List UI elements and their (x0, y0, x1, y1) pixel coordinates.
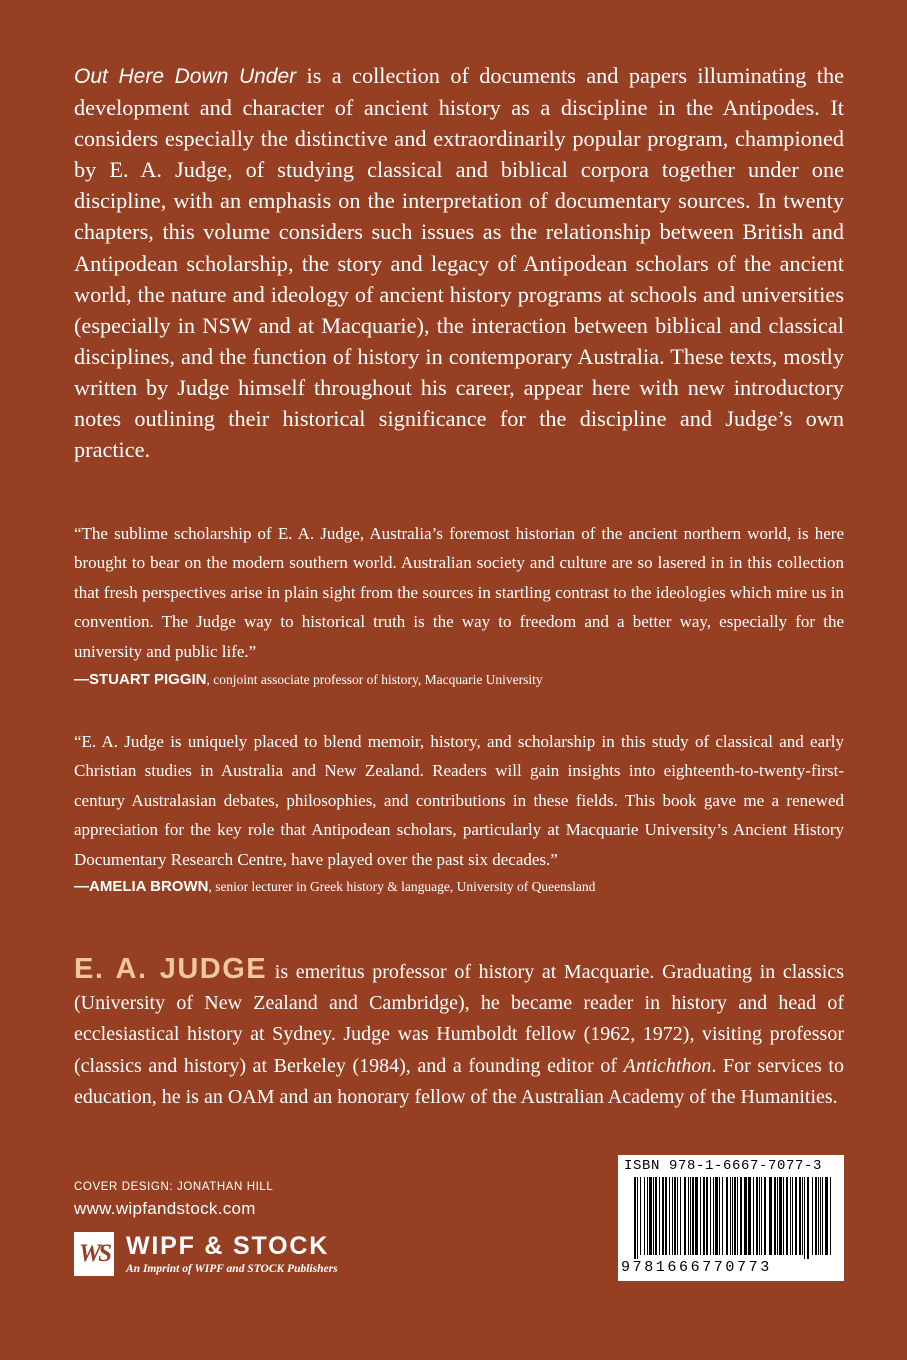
endorser-name-2: —AMELIA BROWN (74, 878, 209, 895)
barcode-bar (722, 1177, 723, 1255)
endorser-affiliation-1: , conjoint associate professor of history, Macquarie University (206, 672, 543, 687)
endorsement-attribution-2 (74, 878, 844, 895)
barcode-bar (761, 1177, 762, 1255)
barcode-bar (653, 1177, 654, 1255)
barcode-bar (637, 1177, 638, 1259)
barcode-bar (792, 1177, 793, 1255)
barcode-bar (662, 1177, 664, 1255)
endorser-affiliation-2: , senior lecturer in Greek history & language, University of Queensland (208, 879, 596, 894)
barcode-bar (659, 1177, 660, 1255)
publisher-monogram: WS (74, 1232, 114, 1276)
author-bio (74, 953, 844, 1113)
barcode-bar (672, 1177, 673, 1255)
barcode-bar (764, 1177, 766, 1255)
barcode-bar (665, 1177, 667, 1255)
barcode-bar (640, 1177, 641, 1255)
barcode-bar (795, 1177, 797, 1255)
author-name: E. A. JUDGE (74, 953, 268, 985)
barcode-bar (700, 1177, 701, 1255)
barcode-bar (730, 1177, 731, 1255)
barcode-bar (744, 1177, 747, 1255)
isbn-barcode (618, 1155, 844, 1281)
book-title-italic: Out Here Down Under (74, 65, 297, 88)
publisher-name: WIPF & STOCK (126, 1232, 330, 1260)
barcode-bar (820, 1177, 821, 1255)
barcode-bar (812, 1177, 813, 1255)
barcode-bar (740, 1177, 742, 1255)
barcode-bar (777, 1177, 778, 1255)
barcode-bar (634, 1177, 636, 1259)
cover-design-credit: COVER DESIGN: JONATHAN HILL (74, 1181, 274, 1193)
barcode-bar (802, 1177, 803, 1255)
barcode-bar (790, 1177, 791, 1255)
barcode-bar (748, 1177, 751, 1255)
endorsement-quote-2: “E. A. Judge is uniquely placed to blend memoir, history, and scholarship in this study of classical and early Christian studies in Australia and New Zealand. Readers will gain insights into eighteenth-to-twenty-first-century Australasian debates, philosophies, and contributions in these fields. This book gave me a renewed appreciation for the key role that Antipodean scholars, particularly at Macquarie University’s Ancient History Documentary Research Centre, have played over the past six decades.” (74, 732, 844, 869)
barcode-bar (703, 1177, 705, 1255)
barcode-bar (649, 1177, 652, 1255)
barcode-bar (734, 1177, 736, 1255)
barcode-bar (783, 1177, 784, 1255)
barcode-bar (688, 1177, 689, 1255)
barcode-bar (669, 1177, 670, 1255)
barcode-bar (710, 1177, 711, 1255)
barcode-bar (719, 1177, 720, 1255)
barcode-bar (726, 1177, 728, 1255)
publisher-tagline: An Imprint of WIPF and STOCK Publishers (126, 1263, 338, 1275)
publisher-logo (74, 1232, 394, 1280)
barcode-bar (818, 1177, 819, 1255)
barcode-bar (674, 1177, 676, 1255)
barcode-bar (706, 1177, 708, 1255)
barcode-bar (759, 1177, 760, 1255)
barcode-bar (774, 1177, 776, 1255)
barcode-bar (715, 1177, 718, 1255)
barcode-bar (822, 1177, 823, 1255)
barcode-bar (737, 1177, 738, 1255)
barcode-bar (830, 1177, 831, 1255)
endorsement-attribution-1 (74, 671, 844, 688)
author-bio-text-2: . For services to education, he is an OAM and an honorary fellow of the Australian Academy of the Humanities. (74, 1054, 844, 1108)
barcode-bars (622, 1177, 840, 1259)
barcode-bar (677, 1177, 678, 1255)
barcode-bar (690, 1177, 691, 1255)
barcode-bar (769, 1177, 772, 1255)
barcode-bar (695, 1177, 698, 1255)
book-description (74, 60, 844, 465)
barcode-bar (807, 1177, 809, 1259)
barcode-bar (799, 1177, 801, 1255)
barcode-bar (779, 1177, 782, 1255)
barcode-bar (815, 1177, 817, 1255)
barcode-bar (680, 1177, 681, 1255)
barcode-bar (756, 1177, 758, 1255)
barcode-bar (786, 1177, 788, 1255)
author-bio-text-1: is emeritus professor of history at Macquarie. Graduating in classics (University of New Zealand and Cambridge), he became reader in history and head of ecclesiastical history at Sydney. Judge was Humboldt fellow (1962, 1972), visiting professor (classics and history) at Berkeley (1984), and a founding editor of (74, 961, 844, 1077)
barcode-bar (804, 1177, 805, 1259)
journal-title: Antichthon (623, 1054, 712, 1077)
barcode-bar (655, 1177, 657, 1255)
barcode-bar (684, 1177, 686, 1255)
endorsement-quote-1: “The sublime scholarship of E. A. Judge, Australia’s foremost historian of the ancient northern world, is here brought to bear on the modern southern world. Australian society and culture are so lasered in in this collection that fresh perspectives arise in plain sight from the sources in startling contrast to the ideologies which mire us in convention. The Judge way to historical truth is the way to freedom and a better way, especially for the university and public life.” (74, 524, 844, 661)
isbn-label: ISBN 978-1-6667-7077-3 (624, 1158, 823, 1174)
barcode-bar (753, 1177, 754, 1255)
barcode-bar (732, 1177, 733, 1255)
endorser-name-1: —STUART PIGGIN (74, 671, 207, 688)
book-description-text: is a collection of documents and papers illuminating the development and character of ancient history as a discipline in the Antipodes. It considers especially the distinctive and extraordinarily popular program, championed by E. A. Judge, of studying classical and biblical corpora together under one discipline, with an emphasis on the interpretation of documentary sources. In twenty chapters, this volume considers such issues as the relationship between British and Antipodean scholarship, the story and legacy of Antipodean scholars of the ancient world, the nature and ideology of ancient history programs at schools and universities (especially in NSW and at Macquarie), the interaction between biblical and classical disciplines, and the function of history in contemporary Australia. These texts, mostly written by Judge himself throughout his career, appear here with new introductory notes outlining their historical significance for the discipline and Judge’s own practice. (74, 63, 844, 463)
barcode-digits: 9781666770773 (621, 1259, 772, 1276)
barcode-bar (647, 1177, 648, 1255)
barcode-bar (713, 1177, 714, 1255)
barcode-bar (692, 1177, 694, 1255)
barcode-bar (644, 1177, 645, 1255)
barcode-bar (825, 1177, 828, 1255)
publisher-website: www.wipfandstock.com (74, 1199, 256, 1218)
